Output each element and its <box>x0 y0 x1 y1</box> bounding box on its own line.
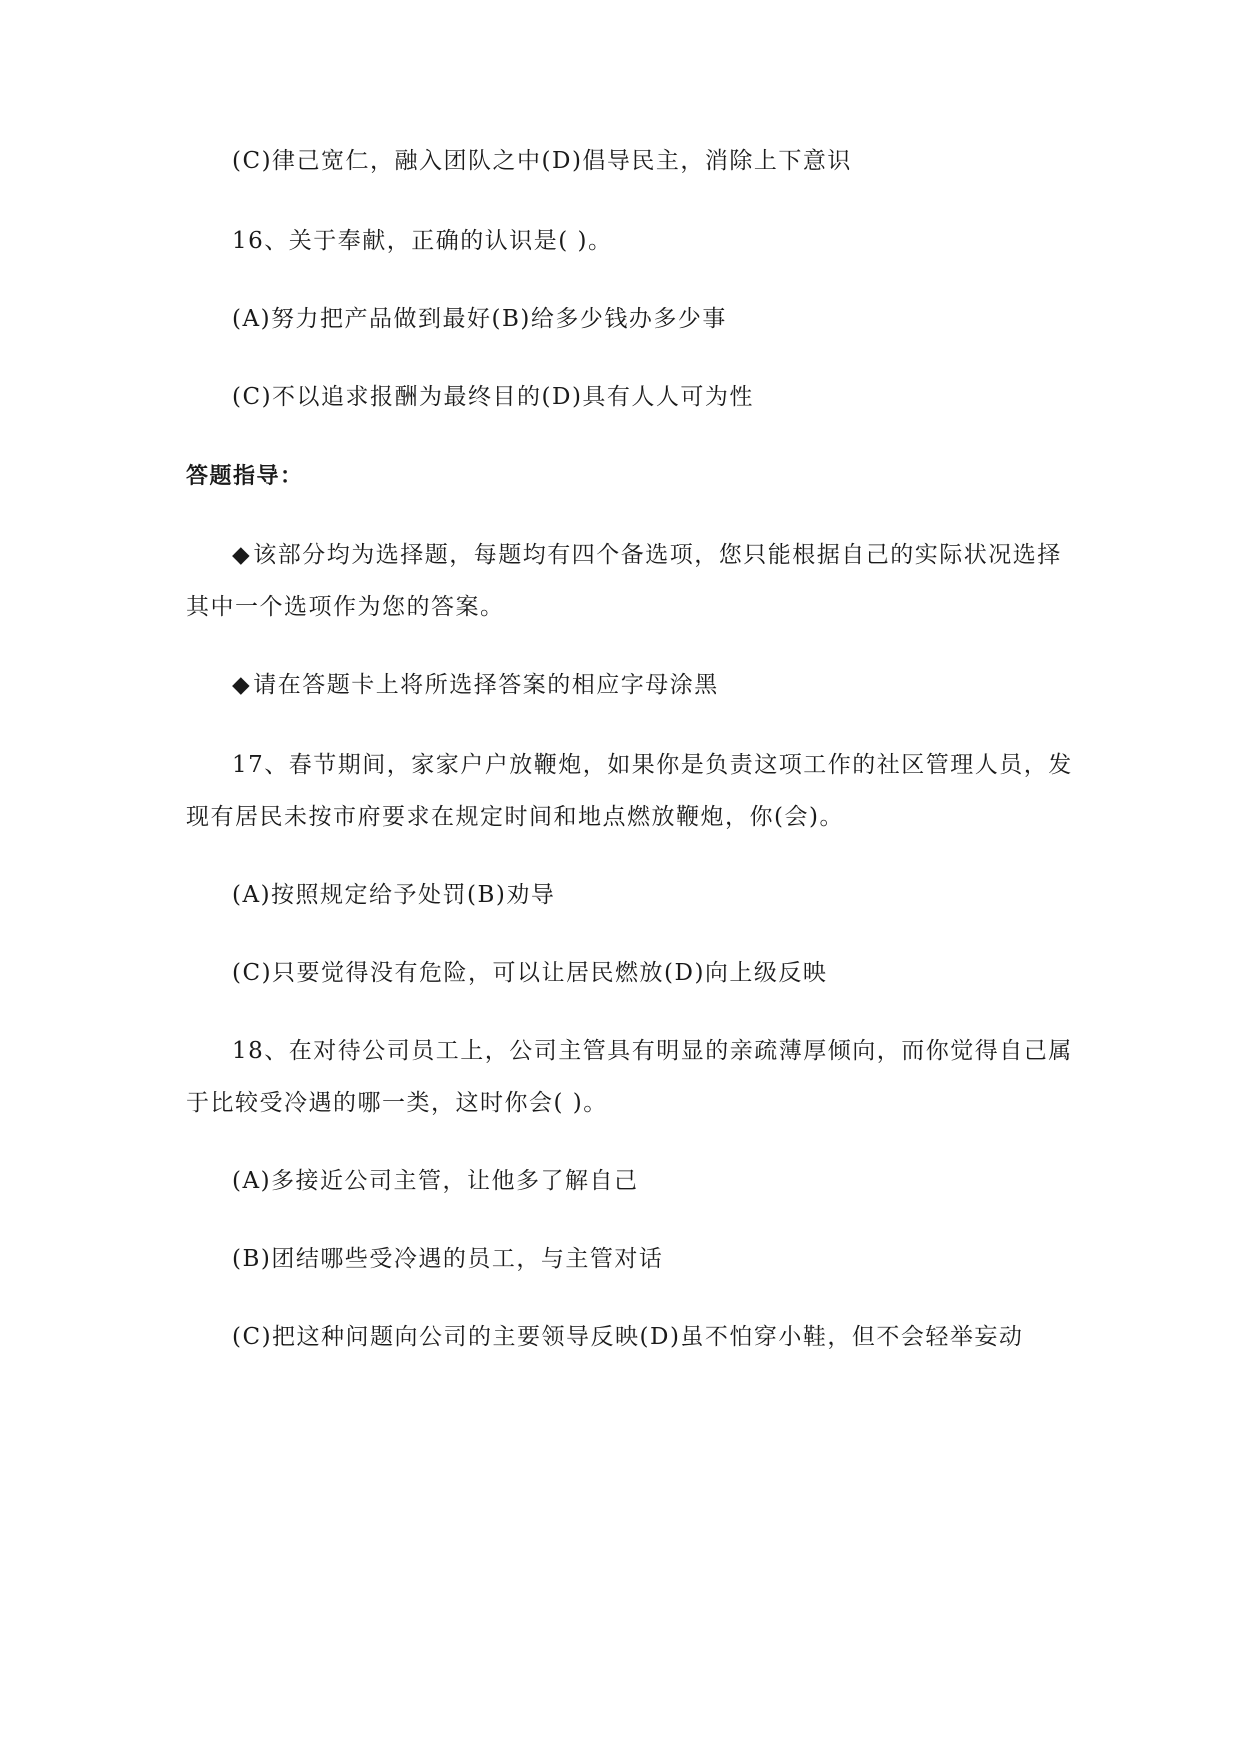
q17-options-ab: (A)按照规定给予处罚(B)劝导 <box>232 882 556 908</box>
q15-options-cd: (C)律己宽仁，融入团队之中(D)倡导民主，消除上下意识 <box>232 148 852 174</box>
q16-options-ab: (A)努力把产品做到最好(B)给多少钱办多少事 <box>232 306 727 332</box>
guide-item-1 <box>232 540 1062 570</box>
diamond-bullet-icon: ◆ <box>232 542 252 568</box>
q16-options-cd: (C)不以追求报酬为最终目的(D)具有人人可为性 <box>232 384 754 410</box>
guide-item-1-continued: 其中一个选项作为您的答案。 <box>186 594 505 620</box>
guide-item-2-text: 请在答题卡上将所选择答案的相应字母涂黑 <box>253 672 719 698</box>
q16-question: 16、关于奉献，正确的认识是( )。 <box>232 228 613 254</box>
q17-question-line-2: 现有居民未按市府要求在规定时间和地点燃放鞭炮，你(会)。 <box>186 804 844 830</box>
q17-options-cd: (C)只要觉得没有危险，可以让居民燃放(D)向上级反映 <box>232 960 828 986</box>
q18-question-line-1: 18、在对待公司员工上，公司主管具有明显的亲疏薄厚倾向，而你觉得自己属 <box>232 1038 1073 1064</box>
q17-question-line-1: 17、春节期间，家家户户放鞭炮，如果你是负责这项工作的社区管理人员，发 <box>232 752 1073 778</box>
guide-item-2 <box>232 670 719 700</box>
q18-option-a: (A)多接近公司主管，让他多了解自己 <box>232 1168 639 1194</box>
q18-question-line-2: 于比较受冷遇的哪一类，这时你会( )。 <box>186 1090 608 1116</box>
answer-guide-heading: 答题指导： <box>186 464 304 489</box>
diamond-bullet-icon: ◆ <box>232 672 252 698</box>
q18-option-b: (B)团结哪些受冷遇的员工，与主管对话 <box>232 1246 664 1272</box>
q18-options-cd: (C)把这种问题向公司的主要领导反映(D)虽不怕穿小鞋，但不会轻举妄动 <box>232 1324 1024 1350</box>
guide-item-1-text: 该部分均为选择题，每题均有四个备选项，您只能根据自己的实际状况选择 <box>253 542 1062 568</box>
